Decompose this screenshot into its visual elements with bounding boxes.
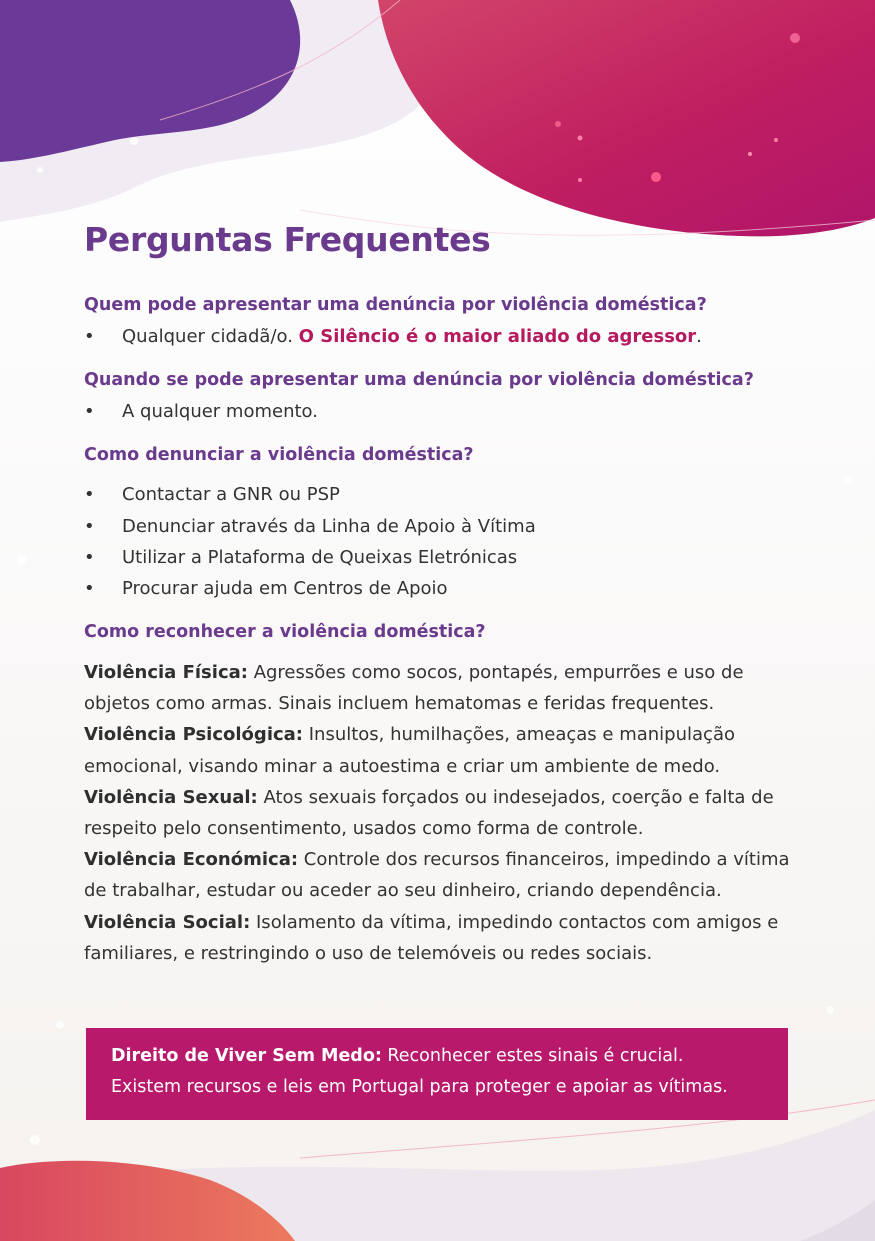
definition-sexual	[84, 787, 774, 839]
bullet-icon: •	[84, 326, 95, 347]
definition-term: Violência Física:	[84, 662, 248, 683]
definition-text: Insultos, humilhações, ameaças e manipulação emocional, visando minar a autoestima e criar um ambiente de medo.	[84, 724, 735, 777]
definition-text: Controle dos recursos financeiros, impedindo a vítima de trabalhar, estudar ou aceder ao seu dinheiro, criando dependência.	[84, 849, 790, 902]
answer-text: Qualquer cidadã/o.	[122, 326, 299, 347]
answer-end: .	[696, 326, 702, 347]
answer-highlight: O Silêncio é o maior aliado do agressor	[298, 326, 697, 347]
list-item-text: Utilizar a Plataforma de Queixas Eletrónicas	[122, 547, 518, 568]
definition-term: Violência Sexual:	[84, 786, 258, 808]
bullet-icon: •	[84, 484, 95, 505]
magenta-blob-shape	[378, 0, 875, 236]
violence-definitions	[84, 657, 796, 969]
bullet-icon: •	[84, 401, 95, 422]
faq-question-recognize: Como reconhecer a violência doméstica?	[84, 622, 486, 642]
bullet-icon: •	[84, 547, 95, 568]
list-item-text: Denunciar através da Linha de Apoio à Vítima	[122, 516, 536, 537]
callout-box	[86, 1028, 788, 1120]
answer-text: A qualquer momento.	[122, 401, 318, 422]
definition-psychological	[84, 724, 735, 776]
definition-economic	[84, 849, 790, 901]
faq-question-how: Como denunciar a violência doméstica?	[84, 445, 474, 465]
bullet-icon: •	[84, 516, 95, 537]
definition-social	[84, 912, 778, 964]
definition-term: Violência Psicológica:	[84, 724, 303, 746]
definition-text: Atos sexuais forçados ou indesejados, coerção e falta de respeito pelo consentimento, usados como forma de controle.	[84, 786, 774, 840]
callout-line2: Existem recursos e leis em Portugal para proteger e apoiar as vítimas.	[111, 1077, 728, 1097]
definition-physical	[84, 662, 744, 714]
definition-term: Violência Social:	[84, 911, 251, 933]
list-item-text: Procurar ajuda em Centros de Apoio	[122, 578, 448, 599]
definition-text: Agressões como socos, pontapés, empurrões e uso de objetos como armas. Sinais incluem hematomas e feridas frequentes.	[84, 662, 744, 715]
bullet-icon: •	[84, 578, 95, 599]
callout-line1: Reconhecer estes sinais é crucial.	[381, 1046, 684, 1066]
page-title: Perguntas Frequentes	[84, 220, 491, 259]
definition-text: Isolamento da vítima, impedindo contactos com amigos e familiares, e restringindo o uso de telemóveis ou redes sociais.	[84, 911, 779, 964]
faq-question-when: Quando se pode apresentar uma denúncia por violência doméstica?	[84, 370, 754, 390]
definition-term: Violência Económica:	[84, 849, 299, 871]
faq-question-who: Quem pode apresentar uma denúncia por violência doméstica?	[84, 295, 707, 315]
list-item-text: Contactar a GNR ou PSP	[122, 484, 340, 505]
callout-label: Direito de Viver Sem Medo:	[111, 1046, 382, 1066]
